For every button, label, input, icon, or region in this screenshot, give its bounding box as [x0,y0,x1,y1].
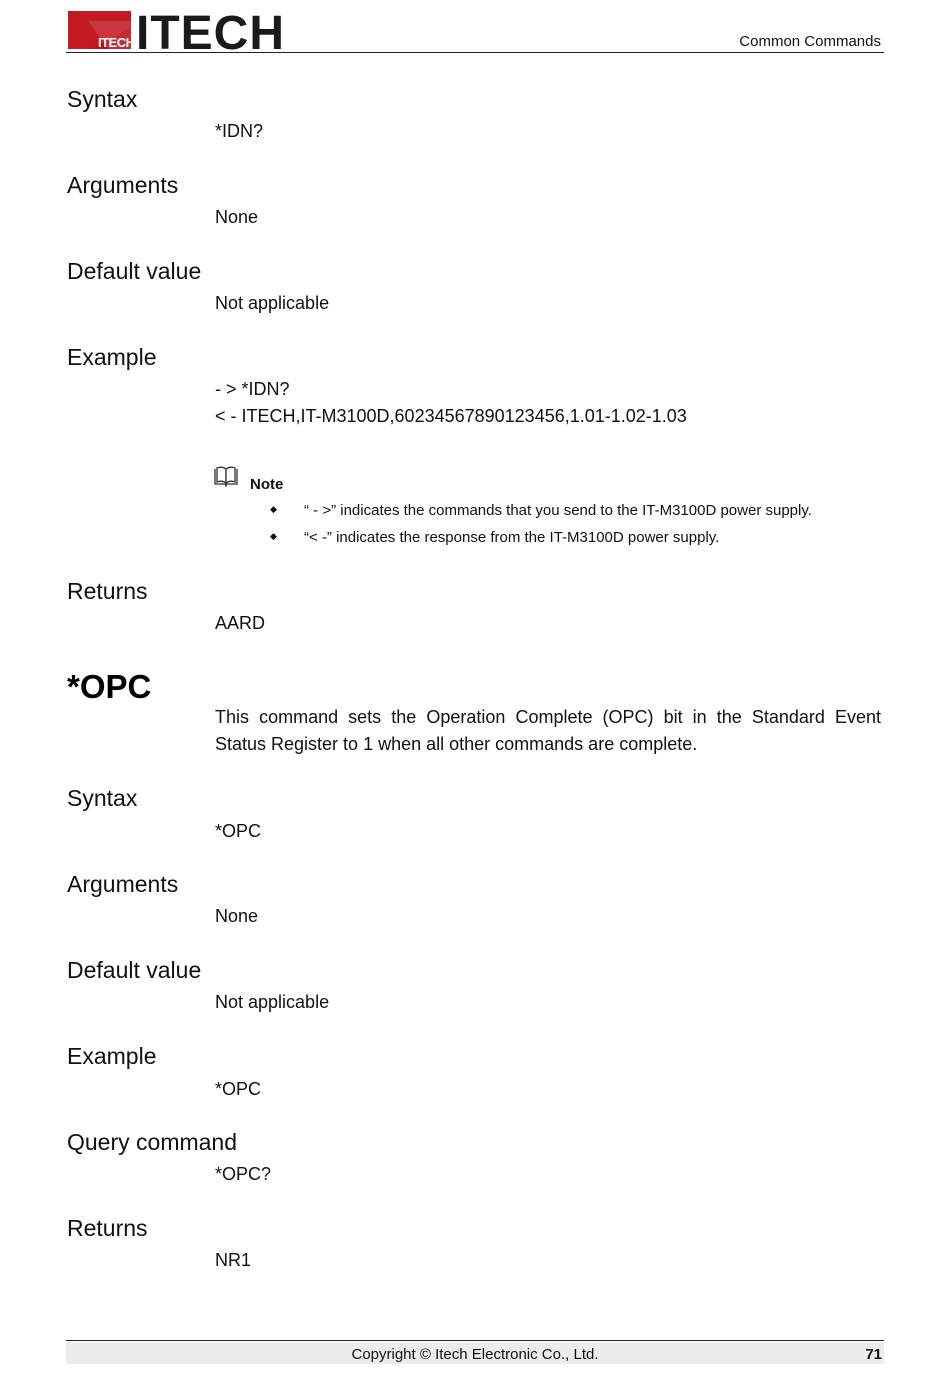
idn-arguments-value: None [215,207,259,227]
header-section-title: Common Commands [739,33,881,50]
svg-text:ITECH: ITECH [136,9,285,51]
opc-arguments-heading: Arguments [67,871,179,897]
opc-returns-value: NR1 [215,1250,252,1270]
diamond-bullet-icon: ◆ [270,531,277,541]
header-divider [66,52,884,53]
idn-default-heading: Default value [67,258,202,284]
note-label: Note [250,476,284,493]
page-number: 71 [865,1346,882,1363]
opc-arguments-value: None [215,906,259,926]
page-header [0,0,950,56]
idn-returns-heading: Returns [67,578,148,604]
opc-syntax-value: *OPC [215,821,262,841]
itech-logo [68,9,298,51]
opc-query-value: *OPC? [215,1164,272,1184]
note-item-1: “ - >” indicates the commands that you send to the IT-M3100D power supply. [304,502,812,519]
opc-returns-heading: Returns [67,1215,148,1241]
idn-example-line-1: - > *IDN? [215,379,290,399]
book-icon [213,466,239,488]
opc-example-heading: Example [67,1043,157,1069]
idn-syntax-value: *IDN? [215,121,264,141]
idn-syntax-heading: Syntax [67,86,138,112]
footer-copyright: Copyright © Itech Electronic Co., Ltd. [351,1346,599,1363]
opc-title: *OPC [67,668,152,705]
idn-returns-value: AARD [215,613,266,633]
opc-syntax-heading: Syntax [67,785,138,811]
idn-default-value: Not applicable [215,293,330,313]
opc-default-heading: Default value [67,957,202,983]
svg-text:ITECH: ITECH [98,35,135,50]
note-item-2: “< -” indicates the response from the IT-M3100D power supply. [304,529,720,546]
opc-default-value: Not applicable [215,992,330,1012]
opc-example-value: *OPC [215,1079,262,1099]
diamond-bullet-icon: ◆ [270,504,277,514]
idn-arguments-heading: Arguments [67,172,179,198]
footer-divider [66,1340,884,1341]
idn-example-heading: Example [67,344,157,370]
idn-example-line-2: < - ITECH,IT-M3100D,60234567890123456,1.01-1.02-1.03 [215,406,687,426]
opc-query-heading: Query command [67,1129,238,1155]
opc-description: This command sets the Operation Complete (OPC) bit in the Standard Event Status Register to 1 when all other commands are complete. [215,707,881,754]
